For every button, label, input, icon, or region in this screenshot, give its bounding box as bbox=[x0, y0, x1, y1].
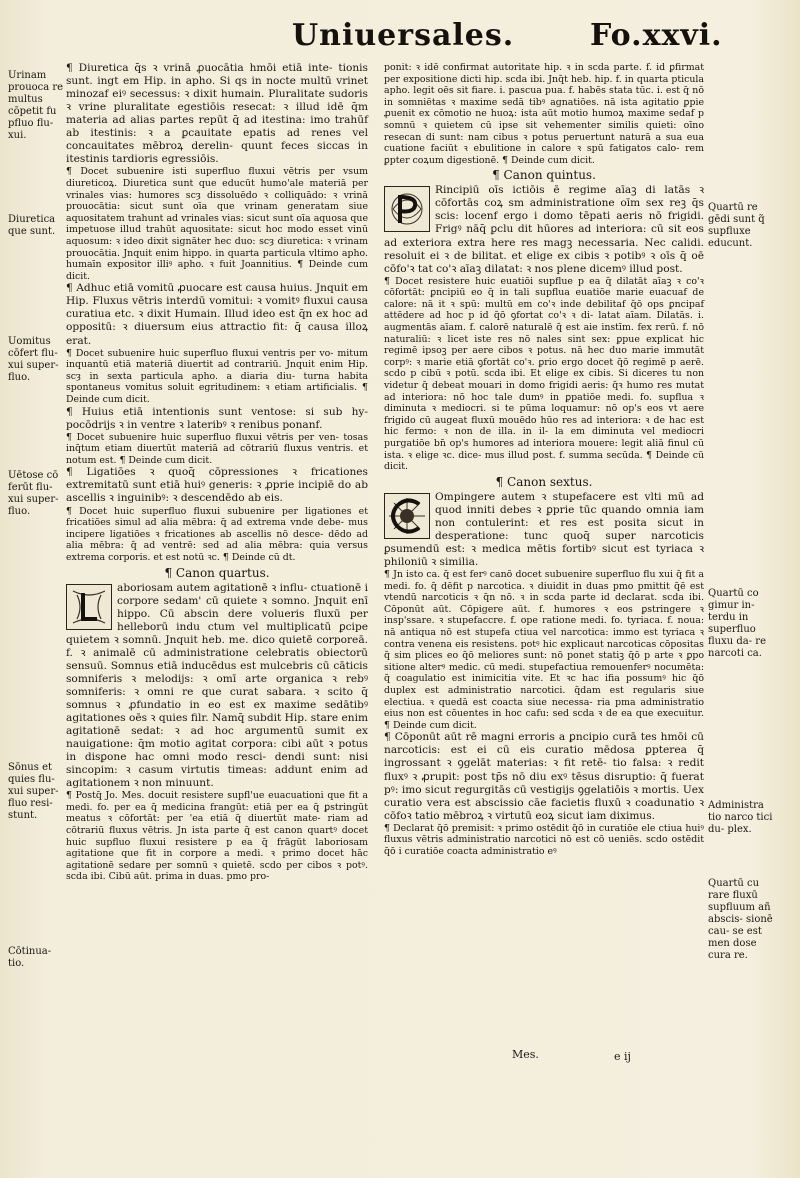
margin-note-quartu-regendi: Quartū re gēdi sunt q̃ supfluxe educunt. bbox=[708, 202, 765, 249]
paragraph: ¶ Adhuc etiā vomitū ꝓuocare est causa huius. Jnquit em Hip. Fluxus vētris interdū vomitui: ꝛ vomitꝰ fluxui causa curatiua etc. ꝛ dixit Humain. Illud ideo est q̄n ex hoc ad oppositū: ꝛ diuersum eius attractio fit: q̄ causa illoꝝ erat. bbox=[66, 282, 368, 347]
margin-note-somnus: Sōnus et quies flu- xui super- fluo resi- stunt. bbox=[8, 762, 59, 821]
margin-note-quartu-curare: Quartū cu rare fluxū supfluum añ abscis- sionē cau- se est men dose cura re. bbox=[708, 878, 773, 961]
decorated-initial-p bbox=[384, 186, 430, 232]
decorated-initial-l bbox=[66, 584, 112, 630]
margin-note-vomitus: Uomitus cōfert flu- xui super- fluo. bbox=[8, 336, 59, 383]
paragraph-with-initial bbox=[66, 582, 368, 791]
margin-note-diuretica: Diuretica que sunt. bbox=[8, 214, 56, 237]
paragraph: ¶ Ligatiōes ꝛ quoq̄ cōpressiones ꝛ fricationes extremitatū sunt etiā huiꝰ generis: ꝛ ꝓprie incipiē do ab ascellis ꝛ inguinibꝰ: ꝛ descendēdo ab eis. bbox=[66, 466, 368, 505]
commentary: ¶ Docet subuenire huic superfluo fluxui ventris per vo- mitum inquantū etiā materiā diuertit ad contrariū. Jnquit enim Hip. scȝ in sexta particula apho. a diaria diu- turna habita spontaneus vomitus soluit egritudinem: ꝛ etiam artificialis. ¶ Deinde cum dicit. bbox=[66, 347, 368, 405]
initial-paragraph-text: Ompingere autem ꝛ stupefacere est vlti mū ad quod inniti debes ꝛ ꝑprie tūc quando omnia iam non contulerint: et res est posita sicut in desperatione: tunc quoq̄ super narcoticis ꝑsumendū est: ꝛ medica mētis fortibꝰ sicut est tyriaca ꝛ philoniū ꝛ similia. bbox=[384, 490, 704, 568]
commentary: ¶ Declarat q̄ō premisit: ꝛ primo ostēdit q̄ō in curatiōe ele ctiua huiꝰ fluxus vētris administratio narcotici nō est cō ueniēs. scdo ostēdit q̄ō i curatiōe coacta administratio eꝰ bbox=[384, 822, 704, 857]
commentary: ¶ Docet huic superfluo fluxui subuenire per ligationes et fricatiōes simul ad alia mēbra: q̄ ad extrema vnde debe- mus incipere ligatiōes ꝛ fricationes ab ascellis nō desce- dēdo ad alia mēbra: q̄ ad ventrē: sed ad alia mēbra: quia versus extrema corporis. et est notū ꝛc. ¶ Deinde cū dt. bbox=[66, 505, 368, 563]
decorated-initial-c bbox=[384, 493, 430, 539]
canon-heading: ¶ Canon sextus. bbox=[495, 474, 593, 489]
catchword: Mes. bbox=[512, 1048, 539, 1061]
commentary: ¶ Jn isto ca. q̄ est ferꝰ canō docet subuenire superfluo flu xui q̄ fit a medi. fo. q̄ dēfit p narcotica. ꝛ diuidit in duas pmo pmittit q̄ē est vtendū narcoticis ꝛ q̄n nō. ꝛ in scda parte id declarat. scda ibi. Cōponūt aūt. Cōpigere aūt. f. humores ꝛ eos ꝑstringere ꝛ insp'ssare. ꝛ stupefaccre. f. ope ratione medi. fo. tyriaca. f. noua: nā antiqua nō est stupefa ctiua vel narcotica: immo est tyriaca ꝛ contra venena eis resistens. potꝰ hic explicaut narcoticas cōpositas q̄ sim plices eo q̄ō meliores sunt: nō ponet statiꝫ q̄ō p arte ꝛ ꝑpo sitione alterꝰ medic. cū medi. stupefactiua remouenferꝰ nocumēta: q̄ coagulatio est inimicitia vite. Et ꝛc hac ifia possumꝰ hic q̄ō duplex est administratio narcotici. q̄dam est regularis siue electiua. ꝛ quedā est coacta siue necessa- ria pma administratio eius non est cōuentes in hoc cafu: sed scda ꝛ de ea que execuitur. ¶ Deinde cum dicit. bbox=[384, 569, 704, 731]
paragraph: ¶ Huius etiā intentionis sunt ventose: si sub hy- pocōdrijs ꝛ in ventre ꝛ lateribꝰ ꝛ renibus ponanf. bbox=[66, 405, 368, 431]
signature-mark: e ij bbox=[614, 1050, 631, 1063]
running-title: Uniuersales. bbox=[292, 18, 515, 53]
margin-note-administratio: Administra tio narco tici du- plex. bbox=[708, 800, 773, 835]
paragraph: ¶ Cōponūt aūt rē magni erroris a ꝑncipio curā tes hmōi cū narcoticis: est ei cū eis curatio mēdosa ꝑpterea q̄ ingrossant ꝛ ꝯgelāt materias: ꝛ fit retē- tio falsa: ꝛ redit fluxꝰ ꝛ ꝓrupit: post tp̄s nō diu exꝰ tēsus disruptio: q̄ fuerat pꝰ: imo sicut regurgitās cū vestigijs ꝯgelatiōis ꝛ mortis. Uex curatio vera est abscissio cāe facietis fluxū ꝛ coadunatio ꝛ cōfoꝛ tatio mēbroꝝ ꝛ virtutū eoꝝ sicut iam diximus. bbox=[384, 731, 704, 822]
paragraph-with-initial bbox=[384, 184, 704, 275]
margin-note-quartu-cogimur: Quartū co gimur in- terdu in superfluo fluxu da- re narcoti ca. bbox=[708, 588, 766, 659]
margin-note-ventose: Uētose cō ferūt flu- xui super- fluo. bbox=[8, 470, 59, 517]
commentary: ¶ Docet subuenire huic superfluo fluxui vētris per ven- tosas inq̄tum etiam diuertūt materiā ad cōtrariū fluxus ventris. et notum est. ¶ Deinde cum dicit. bbox=[66, 431, 368, 466]
commentary: ponit: ꝛ idē confirmat autoritate hip. ꝛ in scda parte. f. id ꝑfirmat per expositione dicti hip. scda ibi. Jnq̄t heb. hip. f. in quarta pticula apho. legit oēs sit fiare. i. pascua pua. f. habēs stata tūc. i. est q̄ nō in somniētas ꝛ maxime sedā tibꝰ agnatiōes. nā ista agitatio ꝑpie ꝓuenit ex cōmotio ne huoꝝ: ista aūt motio humoꝝ maxime sedaf p somnū ꝛ quietem cū ipse sit vehementer similis quieti: oīno resecan di sunt: nam cibus ꝛ potus peruertunt naturā a sua eua cuatione faciūt ꝛ ebulitione in calore ꝛ spū fatigatos calo- rem ꝑpter coꝝum digestionē. ¶ Deinde cum dicit. bbox=[384, 62, 704, 166]
right-column bbox=[384, 62, 704, 857]
canon-heading: ¶ Canon quintus. bbox=[492, 168, 596, 183]
canon-heading: ¶ Canon quartus. bbox=[164, 565, 270, 580]
commentary: ¶ Postq̄ Jo. Mes. docuit resistere supfl'ue euacuationi que fit a medi. fo. per ea q̄ medicina frangūt: etiā per ea q̄ ꝑstringūt meatus ꝛ cōfortāt: per 'ea etiā q̄ diuertūt mate- riam ad cōtrariū fluxus vētris. Jn ista parte q̄ est canon quartꝰ docet huic supfluo fluxui resistere p ea q̄ frāgūt laboriosam agitatione que fit in corpore a medi. ꝛ primo docet hāc agitationē sedare per somnū ꝛ quietē. scdo per cibos ꝛ potꝰ. scda ibi. Cibū aūt. prima in duas. pmo pro- bbox=[66, 790, 368, 883]
commentary: ¶ Docet subuenire isti superfluo fluxui vētris per vsum diureticoꝝ. Diuretica sunt que educūt humo'ale materiā per vrinales vias: humores scȝ dissoluēdo ꝛ colliquādo: ꝛ vrinā prouocātia: sicut sunt oīa que vrinam generatam siue aquositatem trahunt ad vrinales vias: sicut sunt oīa aquosa que impetuose illud trahūt aquositate: sicut hoc modo esset vinū aquosum: ꝛ ideo dixit signāter hec duo: scȝ diuretica: ꝛ vrinam prouocātia. Jnquit enim hippo. in quarta particula vltimo apho. humaīn expositor illiꝰ apho. ꝛ fuit Joannitius. ¶ Deinde cum dicit. bbox=[66, 166, 368, 282]
margin-note-continuatio: Cōtinua- tio. bbox=[8, 946, 52, 969]
initial-paragraph-text: aboriosam autem agitationē ꝛ influ- ctuationē i corpore sedam' cū quiete ꝛ somno. Jnquit enī hippo. Cū abscin dere volueris fluxū per helleborū indu ctum vel multiplicatū ꝑcipe quietem ꝛ somnū. Jnquit heb. me. dico quietē corporeā. f. ꝛ animalē cū administratione celebratis obiectorū sensuū. Somnus etiā inducēdus est mulcebris cū cāticis somniferis ꝛ melodijs: ꝛ omī arte organica ꝛ rebꝰ somniferis: ꝛ omni re que curat sabara. ꝛ scito q̄ somnus ꝛ ꝓfundatio in eo est ex maxime sedātibꝰ agitationes oēs ꝛ quies filr. Namq̄ subdit Hip. stare enim agitationē sedat: ꝛ ad hoc argumentū sumit ex nauigatione: q̄m motio agitat corpora: cibi aūt ꝛ potus in disꝑone hac omni modo resci- dendi sunt: nisi sincopim: ꝛ casum virtutis timeas: addunt enim ad agitationem ꝛ non minuunt. bbox=[66, 581, 368, 790]
paragraph-with-initial bbox=[384, 491, 704, 569]
commentary: ¶ Docet resistere huic euatiōi supflue p ea q̄ dilatāt aīaꝫ ꝛ co'ꝛ cōfortāt: ꝑncipiū eo q̄ in tali supflua euatiōe marie euacuaf de calore: nā it ꝛ spū: multū em co'ꝛ inde debilitaf q̄ō ops ꝑncipaf attēdere ad hoc p id q̄ō ꝯfortat co'ꝛ ꝛ di- latat aīam. Dilatās. i. augmentās aīam. f. calorē naturalē q̄ est aie instīm. fex rerū. f. nō naturaliū: ꝛ licet iste res nō nales sint sex: ꝑpue explicat hic regimē ipsoꝫ per aere cibos ꝛ potus. nā hec duo marie immutāt corpꝰ: ꝛ marie etiā ꝯfortāt co'ꝛ. ꝑrio ergo docet q̄ō regimē p aerē. scdo p cibū ꝛ potū. scda ibi. Et elige ex cibis. Si diceres tu non videtur q̄ debeat mouari in domo frigidi aeris: q̄ꝛ humo res mutat ad interiora: nō hoc tale dumꝰ in ꝑpatiōe medi. fo. supflua ꝛ diminuta ꝛ mediocri. si te pūma loquamur: nō op's eos vt aere frigido cū augeat fluxū mouēdo hūo res ad interiora: ꝛ de hac est hic fermo: ꝛ non de illa. in il- la em diminuta vel mediocri purgatiōe bn̄ op's humores ad interiora mouere: legit aliā finul cū ista. ꝛ elige ꝛc. dice- mus illud post. f. summa secūda. ¶ Deinde cū dicit. bbox=[384, 275, 704, 473]
left-column bbox=[66, 62, 368, 883]
initial-paragraph-text: Rincipiū oīs ictiōis ē regime aīaꝫ di latās ꝛ cōfortās coꝝ sm administratione oīm sex reꝫ q̄s scis: locenf ergo i domo tēpati aeris nō frigidi. Frigꝰ nāq̄ ꝑclu dit hūores ad interiora: cū sit eos ad exteriora extra here res magꝫ necessaria. Nec calidi. resoluit ei ꝛ de bilitat. et elige ex cibis ꝛ potibꝰ ꝛ oīs q̄ oē cōfo'ꝛ tat co'ꝛ aīaꝫ dilatat: ꝛ nos plene dicemꝰ illud post. bbox=[384, 184, 704, 275]
paragraph: ¶ Diuretica q̄s ꝛ vrinā ꝓuocātia hmōi etiā inte- tionis sunt. ingt em Hip. in apho. Si qs in nocte multū vrinet minozaf eiꝰ secessus: ꝛ dixit humain. Pluralitate sudoris ꝛ vrine pluralitate egestiōis resecat: ꝛ illud idē q̄m materia ad alias partes repūt q̄ ad itestina: imo trahūf ab itestinis: ꝛ a ꝑcauitate epatis ad renes vel concauitates mēbroꝝ derelin- quunt feces siccas in itestinis tardioris egressiōis. bbox=[66, 62, 368, 166]
margin-note-urinam: Urinam prouoca re multus cōpetit fu pfluo flu- xui. bbox=[8, 70, 64, 141]
folio-number: Fo.xxvi. bbox=[590, 18, 723, 53]
